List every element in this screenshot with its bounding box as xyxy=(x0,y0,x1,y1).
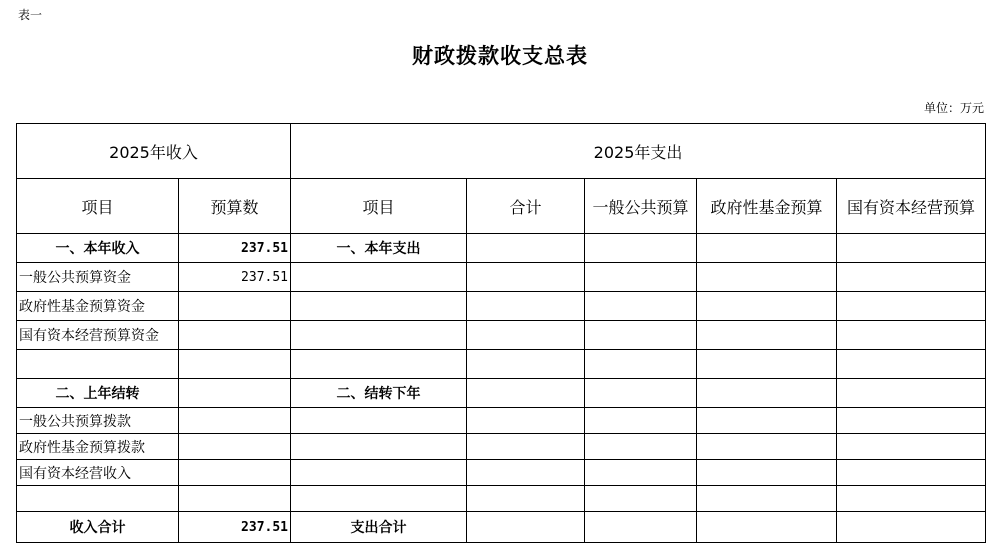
total-cell xyxy=(467,263,585,292)
income-total-value: 237.51 xyxy=(179,512,291,543)
general-budget-cell xyxy=(585,234,697,263)
total-cell xyxy=(467,234,585,263)
total-cell xyxy=(467,379,585,408)
total-cell xyxy=(467,292,585,321)
general-budget-cell xyxy=(585,379,697,408)
expense-group-header: 2025年支出 xyxy=(291,124,986,179)
budget-cell xyxy=(179,292,291,321)
header-row-groups xyxy=(17,124,986,179)
table-row xyxy=(17,263,986,292)
total-cell xyxy=(467,460,585,486)
table-row xyxy=(17,292,986,321)
gov-fund-budget-cell xyxy=(697,512,837,543)
gov-fund-budget-cell xyxy=(697,292,837,321)
total-cell xyxy=(467,408,585,434)
expense-item-cell xyxy=(291,434,467,460)
table-row xyxy=(17,408,986,434)
gov-fund-budget-cell xyxy=(697,379,837,408)
income-item-cell: 政府性基金预算资金 xyxy=(17,292,179,321)
income-item-cell: 一、本年收入 xyxy=(17,234,179,263)
income-total-label: 收入合计 xyxy=(17,512,179,543)
expense-item-cell xyxy=(291,321,467,350)
total-cell xyxy=(467,434,585,460)
state-capital-budget-cell xyxy=(837,292,986,321)
general-budget-cell xyxy=(585,263,697,292)
expense-item-cell: 二、结转下年 xyxy=(291,379,467,408)
gov-fund-budget-cell xyxy=(697,234,837,263)
expense-item-cell xyxy=(291,263,467,292)
table-row xyxy=(17,234,986,263)
income-item-cell: 一般公共预算拨款 xyxy=(17,408,179,434)
table-row xyxy=(17,321,986,350)
income-item-cell: 国有资本经营预算资金 xyxy=(17,321,179,350)
state-capital-budget-header: 国有资本经营预算 xyxy=(837,179,986,234)
income-item-cell: 一般公共预算资金 xyxy=(17,263,179,292)
gov-fund-budget-cell xyxy=(697,263,837,292)
general-budget-cell xyxy=(585,408,697,434)
expense-item-cell xyxy=(291,408,467,434)
state-capital-budget-cell xyxy=(837,434,986,460)
income-item-cell: 政府性基金预算拨款 xyxy=(17,434,179,460)
expense-item-cell xyxy=(291,486,467,512)
budget-cell xyxy=(179,408,291,434)
total-cell xyxy=(467,486,585,512)
budget-cell xyxy=(179,321,291,350)
table-row xyxy=(17,434,986,460)
state-capital-budget-cell xyxy=(837,321,986,350)
state-capital-budget-cell xyxy=(837,263,986,292)
budget-cell xyxy=(179,434,291,460)
page-title: 财政拨款收支总表 xyxy=(412,43,588,68)
expense-item-header: 项目 xyxy=(291,179,467,234)
general-budget-header: 一般公共预算 xyxy=(585,179,697,234)
table-row-total xyxy=(17,512,986,543)
total-cell xyxy=(467,512,585,543)
total-cell xyxy=(467,350,585,379)
state-capital-budget-cell xyxy=(837,512,986,543)
general-budget-cell xyxy=(585,434,697,460)
general-budget-cell xyxy=(585,292,697,321)
gov-fund-budget-cell xyxy=(697,350,837,379)
gov-fund-budget-cell xyxy=(697,408,837,434)
budget-cell xyxy=(179,460,291,486)
gov-fund-budget-header: 政府性基金预算 xyxy=(697,179,837,234)
income-item-cell: 国有资本经营收入 xyxy=(17,460,179,486)
table-row xyxy=(17,486,986,512)
gov-fund-budget-cell xyxy=(697,434,837,460)
unit-label: 单位：万元 xyxy=(923,101,984,115)
expense-item-cell xyxy=(291,460,467,486)
income-item-cell xyxy=(17,486,179,512)
income-group-header: 2025年收入 xyxy=(17,124,291,179)
budget-cell xyxy=(179,379,291,408)
gov-fund-budget-cell xyxy=(697,460,837,486)
table-row xyxy=(17,350,986,379)
general-budget-cell xyxy=(585,321,697,350)
budget-cell xyxy=(179,486,291,512)
income-item-cell xyxy=(17,350,179,379)
table-row xyxy=(17,379,986,408)
budget-cell: 237.51 xyxy=(179,263,291,292)
expense-item-cell xyxy=(291,292,467,321)
gov-fund-budget-cell xyxy=(697,321,837,350)
general-budget-cell xyxy=(585,350,697,379)
income-item-cell: 二、上年结转 xyxy=(17,379,179,408)
general-budget-cell xyxy=(585,460,697,486)
revenue-expenditure-table xyxy=(16,123,986,543)
total-header: 合计 xyxy=(467,179,585,234)
state-capital-budget-cell xyxy=(837,379,986,408)
budget-amount-header: 预算数 xyxy=(179,179,291,234)
expense-item-cell xyxy=(291,350,467,379)
budget-cell xyxy=(179,350,291,379)
income-item-header: 项目 xyxy=(17,179,179,234)
state-capital-budget-cell xyxy=(837,486,986,512)
expense-total-label: 支出合计 xyxy=(291,512,467,543)
budget-cell: 237.51 xyxy=(179,234,291,263)
total-cell xyxy=(467,321,585,350)
gov-fund-budget-cell xyxy=(697,486,837,512)
table-row xyxy=(17,460,986,486)
state-capital-budget-cell xyxy=(837,350,986,379)
table-number-label: 表一 xyxy=(18,8,43,22)
expense-item-cell: 一、本年支出 xyxy=(291,234,467,263)
general-budget-cell xyxy=(585,486,697,512)
state-capital-budget-cell xyxy=(837,234,986,263)
state-capital-budget-cell xyxy=(837,408,986,434)
general-budget-cell xyxy=(585,512,697,543)
state-capital-budget-cell xyxy=(837,460,986,486)
header-row-columns xyxy=(17,179,986,234)
